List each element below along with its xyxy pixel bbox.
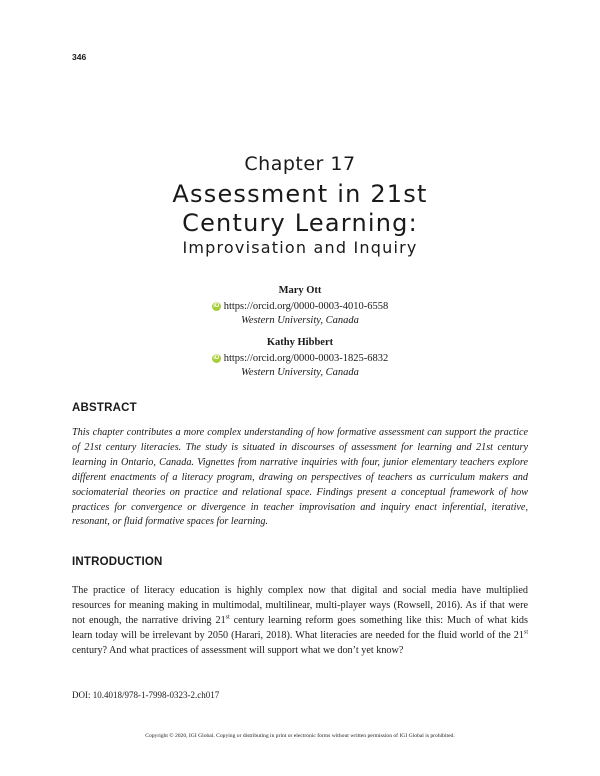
copyright-notice: Copyright © 2020, IGI Global. Copying or distributing in print or electronic forms without written permission of IGI Global is prohibited. [145,733,455,739]
chapter-title-line2: Century Learning: [182,209,418,237]
author-block-1 [0,284,600,328]
chapter-label: Chapter 17 [244,153,356,175]
author-name: Kathy Hibbert [266,337,334,348]
orcid-link[interactable]: https://orcid.org/0000-0003-1825-6832 [223,352,389,364]
page-number: 346 [72,52,87,62]
superscript: st [523,629,528,636]
author-affiliation: Western University, Canada [241,366,359,378]
introduction-paragraph [72,584,528,659]
orcid-link[interactable]: https://orcid.org/0000-0003-4010-6558 [223,300,389,312]
author-block-2 [0,336,600,380]
abstract-heading: ABSTRACT [72,402,137,414]
orcid-line [212,352,389,366]
chapter-title [0,180,600,238]
chapter-title-line1: Assessment in 21st [172,180,428,208]
orcid-line [212,300,389,314]
abstract-text: This chapter contributes a more complex understanding of how formative assessment can support the practice of 21st century literacies. The study is situated in discourses of assessment for learning and 21st century learning in Ontario, Canada. Vignettes from narrative inquiries with four, junior elementary teachers explore different enactments of a literacy program, drawing on perspectives of teachers as curriculum makers and sociomaterial theories on practice and relational space. Findings present a conceptual framework of how practices for convergence or divergence in teacher improvisation and inquiry enact inferential, iterative, resonant, or fluid formative spaces for learning. [72,427,528,528]
author-affiliation: Western University, Canada [241,314,359,326]
chapter-subtitle: Improvisation and Inquiry [182,238,418,257]
orcid-icon: iD [213,355,220,361]
orcid-icon: iD [213,303,220,309]
introduction-heading: INTRODUCTION [72,556,163,568]
intro-text-part: The practice of literacy education is highly complex now that digital and social media have multiplied resources for meaning making in multimodal, multilinear, multi-player ways (Rowsell, 2016). As if that were not enough, the narrative driving 21 [72,585,528,626]
superscript: st [225,614,230,621]
doi-line: DOI: 10.4018/978-1-7998-0323-2.ch017 [72,690,220,700]
author-name: Mary Ott [278,285,322,296]
intro-text-part: century learning reform goes something like this: Much of what kids learn today will be irrelevant by 2050 (Harari, 2018). What literacies are needed for the fluid world of the 21 [72,614,528,641]
intro-text-part: century? And what practices of assessment will support what we don’t yet know? [72,644,404,656]
